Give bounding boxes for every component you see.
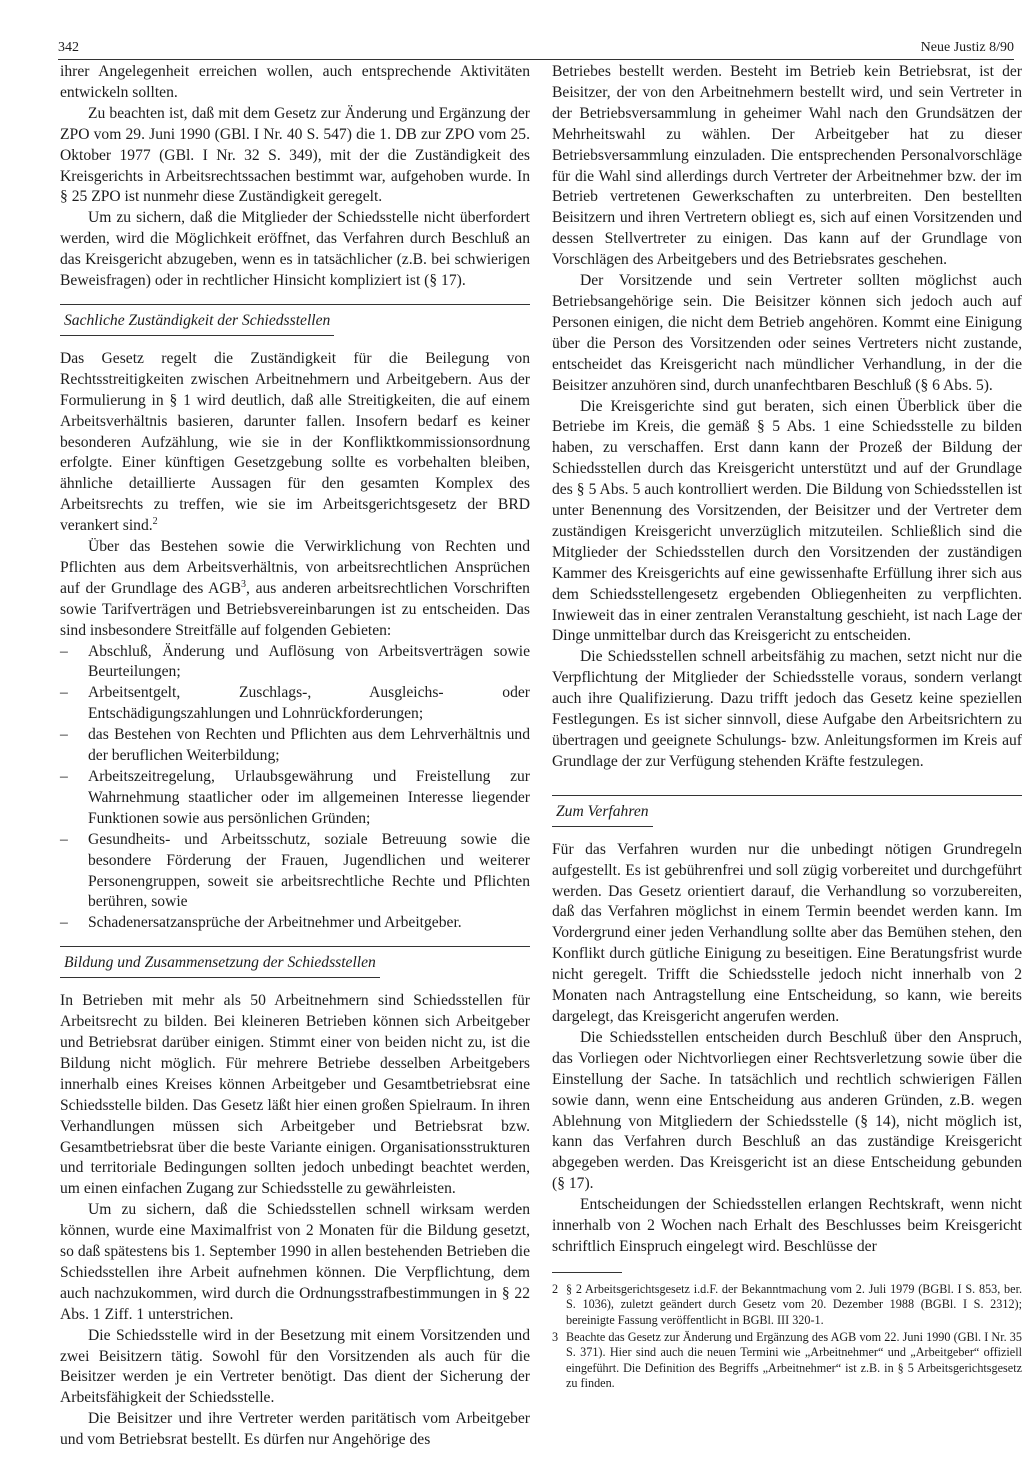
paragraph: Die Schiedsstellen schnell arbeitsfähig zu machen, setzt nicht nur die Verpflichtung der Mitglieder der Schiedsstelle voraus, sondern verlangt auch ihre Qualifizierung. Dazu trifft jedoch das Gesetz keine speziellen Festlegungen. Es ist sicher sinnvoll, diese Aufgabe den Arbeitsrichtern zu übertragen und geeignete Schulungs- bzw. Anleitungsformen im Kreis auf Grundlage der zur Verfügung stehenden Kräfte festzulegen.	[552, 648, 1022, 770]
footnote-text: § 2 Arbeitsgerichtsgesetz i.d.F. der Bekanntmachung vom 2. Juli 1979 (BGBl. I S. 853, ber. S. 1036), zuletzt geändert durch Gesetz vom 20. Dezember 1988 (BGBl. I S. 2312); bereinigte Fassung veröffentlicht in BGBl. III 320-1.	[566, 1281, 1022, 1327]
section-heading-sachliche	[60, 304, 530, 336]
paragraph: Der Vorsitzende und sein Vertreter sollten möglichst auch Betriebsangehörige sein. Die Beisitzer können sich jedoch auch auf Personen einigen, die nicht dem Betrieb angehören. Kommt eine Einigung über die Person des Vorsitzenden oder seines Vertreters nicht zustande, entscheidet das Kreisgericht nach mündlicher Verhandlung, in der die Beisitzer anzuhören sind, durch unanfechtbaren Beschluß (§ 6 Abs. 5).	[552, 272, 1022, 394]
paragraph: Die Beisitzer und ihre Vertreter werden paritätisch vom Arbeitgeber und vom Betriebsrat bestellt. Es dürfen nur Angehörige des	[60, 1410, 530, 1449]
paragraph: Entscheidungen der Schiedsstellen erlangen Rechtskraft, wenn nicht innerhalb von 2 Wochen nach Erhalt des Beschlusses beim Kreisgericht schriftlich Einspruch eingelegt wird. Beschlüsse der	[552, 1196, 1022, 1255]
list-item: – Abschluß, Änderung und Auflösung von Arbeitsverträgen sowie Beurteilungen;	[60, 642, 530, 684]
dash-list	[60, 642, 530, 935]
right-column	[552, 62, 1022, 1394]
footnote-ref: 2	[152, 515, 158, 527]
left-column	[60, 62, 530, 1451]
paragraph: Die Schiedsstellen entscheiden durch Beschluß über den Anspruch, das Vorliegen oder Nichtvorliegen einer Rechtsverletzung sowie über die Einstellung der Sache. In tatsächlich und rechtlich schwierigen Fällen sowie dann, wenn eine Entscheidung aus anderen Gründen, z.B. wegen Ablehnung von Mitgliedern der Schiedsstelle (§ 14), nicht möglich ist, kann das Verfahren durch Beschluß an das zuständige Kreisgericht abgegeben werden. Das Kreisgericht ist an diese Entscheidung gebunden (§ 17).	[552, 1028, 1022, 1193]
list-item: – Schadenersatzansprüche der Arbeitnehmer und Arbeitgeber.	[60, 913, 530, 934]
list-item: – das Bestehen von Rechten und Pflichten aus dem Lehrverhältnis und der beruflichen Weiterbildung;	[60, 725, 530, 767]
journal-title: Neue Justiz 8/90	[920, 40, 1014, 55]
paragraph: Die Kreisgerichte sind gut beraten, sich einen Überblick über die Betriebe im Kreis, die gemäß § 5 Abs. 1 eine Schiedsstelle zu bilden haben, zu verschaffen. Erst dann kann der Prozeß der Bildung der Schiedsstellen durch das Kreisgericht unterstützt und auf der Grundlage des § 5 Abs. 5 auch kontrolliert werden. Die Bildung von Schiedsstellen ist unter Benennung des Vorsitzenden, der Beisitzer und der Vertreter dem zuständigen Kreisgericht unverzüglich mitzuteilen. Schließlich sind die Mitglieder der Schiedsstellen durch den Vorsitzenden der zuständigen Kammer des Kreisgerichts auf eine gewissenhafte Erfüllung ihrer sich aus dem Schiedsstellengesetz ergebenden Obliegenheiten zu verpflichten. Inwieweit das in einer zentralen Veranstaltung geschieht, ist nach Lage der Dinge unmittelbar durch das Kreisgericht zu entscheiden.	[552, 397, 1022, 645]
page-number: 342	[58, 40, 79, 55]
footnote-number: 3	[552, 1330, 559, 1345]
paragraph: Zu beachten ist, daß mit dem Gesetz zur Änderung und Ergänzung der ZPO vom 29. Juni 1990 (GBl. I Nr. 40 S. 547) die 1. DB zur ZPO vom 25. Oktober 1977 (GBl. I Nr. 32 S. 349), mit der die Zuständigkeit des Kreisgerichts in Arbeitsrechtssachen bestimmt war, aufgehoben wurde. In § 25 ZPO ist nunmehr diese Zuständigkeit geregelt.	[60, 104, 530, 206]
list-item: – Arbeitszeitregelung, Urlaubsgewährung und Freistellung zur Wahrnehmung staatlicher oder im allgemeinen Interesse liegender Funktionen sowie aus persönlichen Gründen;	[60, 767, 530, 830]
paragraph: Die Schiedsstelle wird in der Besetzung mit einem Vorsitzenden und zwei Beisitzern tätig. Sowohl für den Vorsitzenden als auch für die Beisitzer werden je ein Vertreter benötigt. Das dient der Sicherung der Arbeitsfähigkeit der Schiedsstelle.	[60, 1326, 530, 1407]
paragraph-text: , aus anderen arbeitsrechtlichen Vorschriften sowie Tarifverträgen und Betriebsvereinbarungen ist zu entscheiden. Das sind insbesondere Streitfälle auf folgenden Gebieten:	[60, 579, 530, 639]
footnote-number: 2	[552, 1281, 559, 1296]
page-header	[58, 37, 1014, 60]
paragraph: In Betrieben mit mehr als 50 Arbeitnehmern sind Schiedsstellen für Arbeitsrecht zu bilden. Bei kleineren Betrieben können sich Arbeitgeber und Betriebsrat darüber einigen. Stimmt einer von beiden nicht zu, ist die Bildung nicht möglich. Für mehrere Betriebe desselben Arbeitgebers innerhalb eines Kreises können Arbeitgeber und Gesamtbetriebsrat eine Schiedsstelle bilden. Das Gesetz läßt hier einen großen Spielraum. In ihren Verhandlungen müssen sich Arbeitgeber und Betriebsrat bzw. Gesamtbetriebsrat über die beste Variante einigen. Organisationsstrukturen und territoriale Bedingungen sollten jedoch unbedingt beachtet werden, um einen einfachen Zugang zur Schiedsstelle zu gewährleisten.	[60, 992, 530, 1198]
section-heading-bildung	[60, 946, 530, 978]
paragraph: Um zu sichern, daß die Schiedsstellen schnell wirksam werden können, wurde eine Maximalfrist von 2 Monaten für die Bildung gesetzt, so daß spätestens bis 1. September 1990 in allen bestehenden Betrieben die Schiedsstellen ihre Arbeit aufnehmen können. Die Verpflichtung, dem auch nachzukommen, wird durch die Ordnungsstrafbestimmungen in § 22 Abs. 1 Ziff. 1 unterstrichen.	[60, 1201, 530, 1323]
list-item: – Gesundheits- und Arbeitsschutz, soziale Betreuung sowie die besondere Förderung der Frauen, Jugendlichen und weiterer Personengruppen, soweit sie arbeitsrechtliche Rechte und Pflichten berühren, sowie	[60, 830, 530, 914]
paragraph-text: Das Gesetz regelt die Zuständigkeit für die Beilegung von Rechtsstreitigkeiten zwischen Arbeitnehmern und Arbeitgebern. Aus der Formulierung in § 1 wird deutlich, daß alle Streitigkeiten, die auf einem Arbeitsverhältnis basieren, darunter fallen. Insofern bedarf es keiner besonderen Aufzählung, wie sie in der Konfliktkommissionsordnung erfolgte. Einer künftigen Gesetzgebung sollte es vorbehalten bleiben, ähnliche detaillierte Aussagen für den gesamten Komplex des Arbeitsrechts zu treffen, wie sie im Arbeitsgerichtsgesetz der BRD verankert sind.	[60, 349, 530, 535]
footnote	[552, 1330, 1022, 1392]
footnote-ref: 3	[241, 578, 247, 590]
paragraph	[60, 537, 530, 642]
paragraph: Für das Verfahren wurden nur die unbedingt nötigen Grundregeln aufgestellt. Es ist gebührenfrei und soll zügig vorbereitet und durchgeführt werden. Das Gesetz orientiert darauf, die Verhandlung so vorzubereiten, daß das Verfahren möglichst in einem Termin beendet werden kann. Im Vordergrund einer jeden Verhandlung sollte aber das Bemühen stehen, den Konflikt durch gütliche Einigung zu beseitigen. Eine Beratungsfrist wurde nicht geregelt. Trifft die Schiedsstelle jedoch nicht innerhalb von 2 Monaten nach Antragstellung eine Entscheidung, so kann, wie bereits dargelegt, das Kreisgericht angerufen werden.	[552, 840, 1022, 1025]
paragraph: Betriebes bestellt werden. Besteht im Betrieb kein Betriebsrat, ist der Beisitzer, der von den Arbeitnehmern bestellt wird, und sein Vertreter in der Betriebsversammlung in geheimer Wahl nach den Grundsätzen der Mehrheitswahl zu wählen. Der Arbeitgeber hat zu dieser Betriebsversammlung einzuladen. Die entsprechenden Personalvorschläge für die Wahl sind allerdings durch Vertreter der Arbeitnehmer bzw. der im Betrieb vertretenen Gewerkschaften zu unterbreiten. Den bestellten Beisitzern und ihren Vertretern obliegt es, sich auf einen Vorsitzenden und dessen Stellvertreter zu einigen. Das kann auf der Grundlage von Vorschlägen des Arbeitgebers und des Betriebsrates geschehen.	[552, 63, 1022, 269]
section-heading-text: Zum Verfahren	[552, 802, 653, 827]
paragraph: Um zu sichern, daß die Mitglieder der Schiedsstelle nicht überfordert werden, wird die Möglichkeit eröffnet, das Verfahren durch Beschluß an das Kreisgericht abzugeben, wenn es in tatsächlicher (z.B. bei schwierigen Beweisfragen) oder in rechtlicher Hinsicht kompliziert ist (§ 17).	[60, 209, 530, 290]
paragraph: ihrer Angelegenheit erreichen wollen, auch entsprechende Aktivitäten entwickeln sollten.	[60, 63, 530, 101]
section-heading-text: Sachliche Zuständigkeit der Schiedsstellen	[60, 311, 334, 336]
paragraph-text: Über das Bestehen sowie die Verwirklichung von Rechten und Pflichten aus dem Arbeitsverhältnis, von arbeitsrechtlichen Ansprüchen auf der Grundlage des AGB	[60, 538, 530, 597]
section-heading-verfahren	[552, 795, 1022, 827]
list-item: – Arbeitsentgelt, Zuschlags-, Ausgleichs- oder Entschädigungszahlungen und Lohnrückforderungen;	[60, 683, 530, 725]
footnote	[552, 1282, 1022, 1328]
footnotes	[552, 1272, 1022, 1392]
paragraph	[60, 349, 530, 537]
footnote-text: Beachte das Gesetz zur Änderung und Ergänzung des AGB vom 22. Juni 1990 (GBl. I Nr. 35 S. 371). Hier sind auch die neuen Termini wie „Arbeitnehmer“ und „Arbeitgeber“ offiziell eingeführt. Die Definition des Begriffs „Arbeitnehmer“ ist z.B. in § 5 Arbeitsgerichtsgesetz zu finden.	[566, 1330, 1022, 1391]
section-heading-text: Bildung und Zusammensetzung der Schiedsstellen	[60, 953, 380, 978]
